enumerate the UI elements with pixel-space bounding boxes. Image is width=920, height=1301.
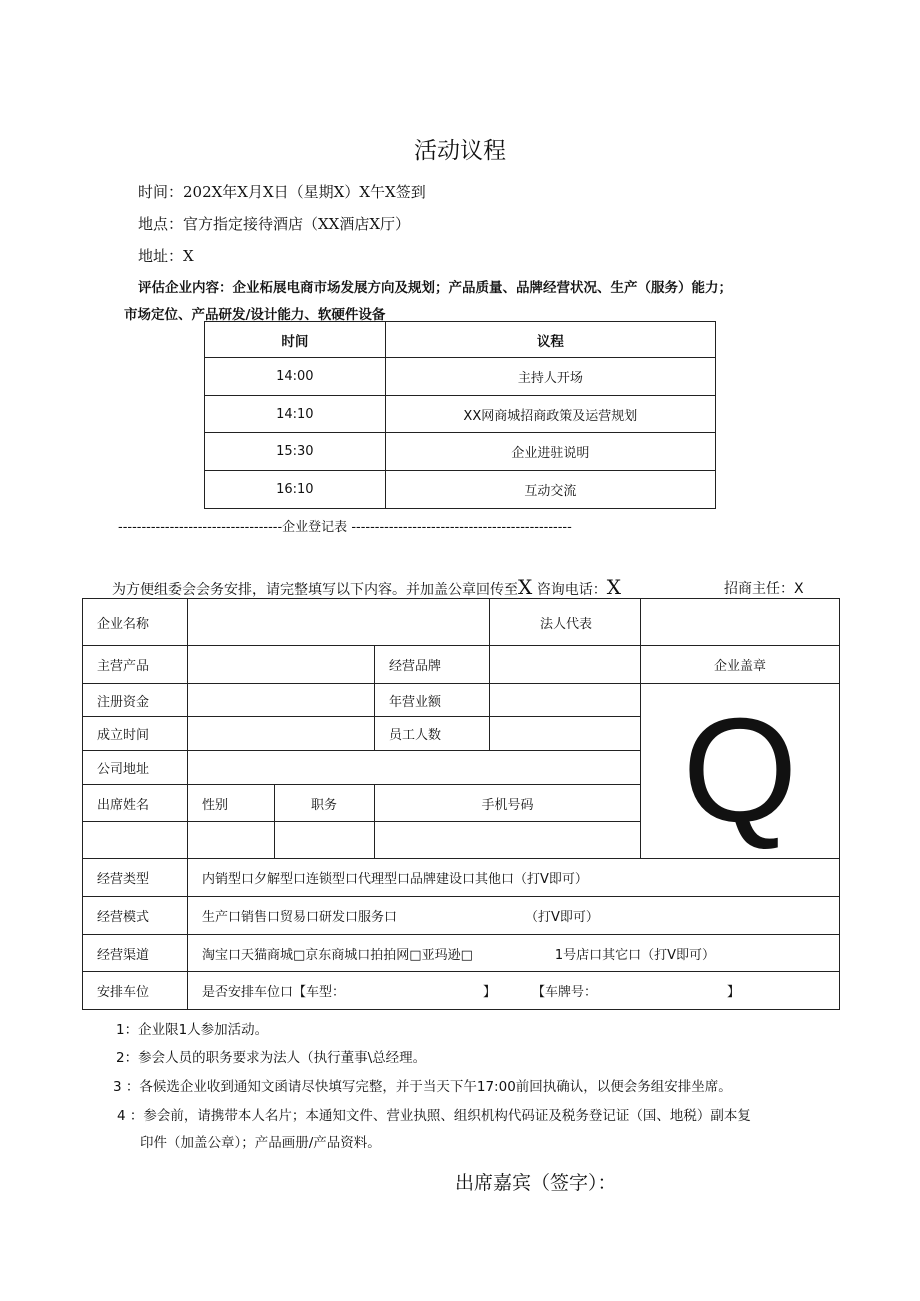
biz-mode-options[interactable] [188,897,840,935]
page-title: 活动议程 [414,138,506,164]
agenda-item: XX网商城招商政策及运营规划 [385,396,715,433]
agenda-header-time: 时间 [205,322,386,358]
agenda-time: 14:10 [205,396,386,433]
agenda-item: 企业进驻说明 [385,433,715,471]
investment-manager: 招商主任：X [724,581,804,597]
attendee-label: 出席姓名 [83,785,188,822]
plate-label: 【车牌号： [532,985,598,1000]
seal-label: 企业盖章 [641,646,840,684]
channel-values: 淘宝口天猫商城□京东商城口拍拍网□亚玛逊□ [202,947,473,963]
guest-signature: 出席嘉宾（签字）： [455,1172,617,1194]
gender-label: 性别 [188,785,275,822]
parking-label: 安排车位 [83,972,188,1010]
position-label: 职务 [275,785,375,822]
parking-options[interactable] [188,972,840,1010]
channel-label: 经营渠道 [83,935,188,972]
biz-type-label: 经营类型 [83,859,188,897]
capital-field[interactable] [188,684,375,717]
mobile-field[interactable] [375,822,641,859]
plate-bracket-close: 】 [727,985,741,1000]
note-4: 4 ：参会前，请携带本人名片；本通知文件、营业执照、组织机构代码证及税务登记证（国、地税）副本复 [117,1108,751,1124]
main-products-label: 主营产品 [83,646,188,684]
biz-mode-hint: （打V即可） [525,910,599,925]
employees-label: 员工人数 [375,717,490,751]
phone-number: X [606,575,621,599]
agenda-time: 16:10 [205,471,386,509]
note-1: 1：企业限1人参加活动。 [116,1022,269,1038]
evaluation-content-line1: 评估企业内容：企业柘展电商市场发展方向及规划；产品质量、品牌经营状况、生产（服务）能力； [138,280,732,296]
revenue-label: 年营业额 [375,684,490,717]
channel-values-more: 1号店口其它口（打V即可） [554,947,716,963]
seal-area[interactable]: Q [641,684,840,859]
founded-label: 成立时间 [83,717,188,751]
agenda-time: 14:00 [205,358,386,396]
note-3: 3 ：各候选企业收到通知文函请尽快填写完整，并于当天下午17:00前回执确认，以便会务组安排坐席。 [113,1079,732,1095]
parking-bracket-close: 】 [483,985,497,1000]
event-time: 时间：202X年X月X日（星期X）X午X签到 [138,183,426,201]
company-name-field[interactable] [188,599,490,646]
agenda-item: 主持人开场 [385,358,715,396]
agenda-table [204,321,716,509]
channel-options[interactable] [188,935,840,972]
registration-form [82,598,840,1010]
event-address: 地址：X [138,247,194,265]
employees-field[interactable] [490,717,641,751]
gender-field[interactable] [188,822,275,859]
legal-rep-field[interactable] [641,599,840,646]
phone-label: 咨询电话： [536,582,607,598]
company-name-label: 企业名称 [83,599,188,646]
parking-question: 是否安排车位口【车型： [202,985,346,1000]
agenda-row [205,358,716,396]
main-products-field[interactable] [188,646,375,684]
brand-field[interactable] [490,646,641,684]
note-4-continued: 印件（加盖公章）；产品画册/产品资料。 [140,1135,381,1151]
founded-field[interactable] [188,717,375,751]
agenda-row [205,396,716,433]
agenda-header-item: 议程 [385,322,715,358]
biz-mode-values: 生产口销售口贸易口研发口服务口 [202,910,398,925]
revenue-field[interactable] [490,684,641,717]
address-label: 公司地址 [83,751,188,785]
agenda-time: 15:30 [205,433,386,471]
evaluation-content-line2: 市场定位、产品研发/设计能力、软硬件设备 [124,307,386,323]
registration-divider: -----------------------------------企业登记表 ----------------------------------------------- [118,520,572,535]
mobile-label: 手机号码 [375,785,641,822]
note-2: 2：参会人员的职务要求为法人（执行董事\总经理。 [116,1050,427,1066]
agenda-row [205,471,716,509]
event-place: 地点：官方指定接待酒店（XX酒店X厅） [138,215,411,233]
registration-intro [112,575,621,599]
capital-label: 注册资金 [83,684,188,717]
agenda-item: 互动交流 [385,471,715,509]
position-field[interactable] [275,822,375,859]
address-field[interactable] [188,751,641,785]
fax-number: X [518,575,533,599]
brand-label: 经营品牌 [375,646,490,684]
attendee-name-field[interactable] [83,822,188,859]
biz-mode-label: 经营模式 [83,897,188,935]
intro-text: 为方便组委会会务安排，请完整填写以下内容。并加盖公章回传至 [112,582,518,598]
legal-rep-label: 法人代表 [490,599,641,646]
agenda-row [205,433,716,471]
biz-type-options[interactable]: 内销型口夕解型口连锁型口代理型口品牌建设口其他口（打V即可） [188,859,840,897]
